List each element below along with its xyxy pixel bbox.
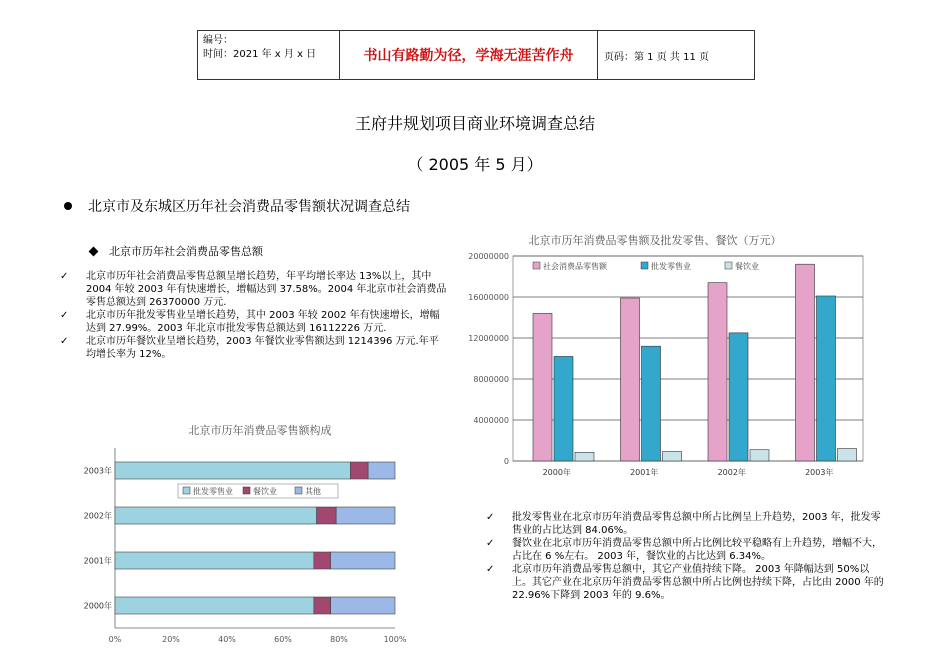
list-item xyxy=(60,335,448,361)
y-tick-label: 2000年 xyxy=(83,601,112,611)
bar-segment xyxy=(350,462,368,479)
x-tick-label: 2000年 xyxy=(542,468,571,477)
page-label: 页码：第 1 页 共 11 页 xyxy=(604,51,709,63)
right-point-1: 批发零售业在北京市历年消费品零售总额中所占比例呈上升趋势，2003 年，批发零售业的占比达到 84.06%。 xyxy=(512,512,881,536)
y-tick-label: 20000000 xyxy=(468,252,509,261)
check-icon: ✓ xyxy=(486,564,495,575)
bar xyxy=(663,451,682,461)
list-item xyxy=(486,511,884,537)
left-point-2: 北京市历年批发零售业呈增长趋势，其中 2003 年较 2002 年有快速增长，增幅达到 27.99%。2003 年北京市批发零售总额达到 16112226 万元. xyxy=(86,310,440,334)
x-tick-label: 2002年 xyxy=(717,468,746,477)
list-item xyxy=(60,270,448,309)
x-tick-label: 2003年 xyxy=(805,468,834,477)
left-point-1: 北京市历年社会消费品零售总额呈增长趋势，年平均增长率达 13%以上，其中 2004 年较 2003 年有快速增长，增幅达到 37.58%。2004 年北京市社会消费品零售总额达到 26370000 万元. xyxy=(86,271,447,308)
check-icon: ✓ xyxy=(60,336,69,347)
x-tick-label: 80% xyxy=(330,635,348,644)
list-item xyxy=(60,309,448,335)
bar xyxy=(796,264,815,461)
legend-swatch xyxy=(243,487,250,494)
legend-label: 批发零售业 xyxy=(193,487,233,496)
legend-label: 批发零售业 xyxy=(651,262,691,271)
bar xyxy=(817,296,836,461)
legend-label: 餐饮业 xyxy=(253,487,277,496)
time-label: 时间：2021 年 x 月 x 日 xyxy=(203,49,317,60)
legend-swatch xyxy=(725,262,732,269)
number-label: 编号： xyxy=(203,35,233,46)
bar-chart-title: 北京市历年消费品零售额及批发零售、餐饮（万元） xyxy=(528,234,782,247)
legend-swatch xyxy=(183,487,190,494)
header-box xyxy=(197,30,755,80)
check-icon: ✓ xyxy=(486,512,495,523)
legend-label: 社会消费品零售额 xyxy=(543,262,607,271)
left-point-3: 北京市历年餐饮业呈增长趋势，2003 年餐饮业零售额达到 1214396 万元.年平均增长率为 12%。 xyxy=(86,336,439,360)
bar-segment xyxy=(115,552,314,569)
subsection-heading xyxy=(90,243,263,259)
list-item xyxy=(486,563,884,602)
page-title: 王府井规划项目商业环境调查总结 xyxy=(354,114,595,133)
legend-swatch xyxy=(533,262,540,269)
x-tick-label: 0% xyxy=(108,635,122,644)
right-points-list xyxy=(486,511,884,602)
bar xyxy=(554,356,573,461)
bar-segment xyxy=(336,507,395,524)
retail-bar-chart xyxy=(455,228,875,486)
x-tick-label: 20% xyxy=(162,635,180,644)
check-icon: ✓ xyxy=(60,271,69,282)
bar-segment xyxy=(368,462,395,479)
legend-label: 餐饮业 xyxy=(735,262,759,271)
legend-label: 其他 xyxy=(305,487,321,496)
y-tick-label: 12000000 xyxy=(468,334,509,343)
bar xyxy=(838,449,857,461)
bar xyxy=(575,452,594,461)
motto: 书山有路勤为径，学海无涯苦作舟 xyxy=(340,31,598,79)
legend-swatch xyxy=(641,262,648,269)
subsection-heading-text: 北京市历年社会消费品零售总额 xyxy=(109,245,263,258)
y-tick-label: 2001年 xyxy=(83,556,112,566)
composition-bar-chart xyxy=(70,420,420,648)
list-item xyxy=(486,537,884,563)
check-icon: ✓ xyxy=(486,538,495,549)
bullet-dot-icon xyxy=(64,202,72,210)
bar-segment xyxy=(331,597,395,614)
bar-segment xyxy=(115,597,314,614)
left-points-list xyxy=(60,270,448,361)
y-tick-label: 2003年 xyxy=(83,466,112,476)
hbar-chart-title: 北京市历年消费品零售额构成 xyxy=(188,424,332,437)
bar-segment xyxy=(331,552,395,569)
y-tick-label: 0 xyxy=(503,457,509,466)
diamond-bullet-icon xyxy=(89,246,99,256)
section-heading-text: 北京市及东城区历年社会消费品零售额状况调查总结 xyxy=(88,199,410,215)
page-subtitle: （ 2005 年 5 月） xyxy=(407,155,543,174)
right-point-3: 北京市历年消费品零售总额中，其它产业值持续下降。 2003 年降幅达到 50%以上。其它产业在北京历年消费品零售总额中所占比例也持续下降，占比由 2000 年的 22.96%下降到 2003 年的 9.6%。 xyxy=(512,564,884,601)
bar xyxy=(621,298,640,461)
bar-segment xyxy=(314,552,331,569)
bar xyxy=(533,313,552,461)
bar-segment xyxy=(317,507,337,524)
y-tick-label: 4000000 xyxy=(473,416,509,425)
bar xyxy=(642,346,661,461)
header-meta xyxy=(198,31,340,79)
section-heading xyxy=(64,196,410,216)
bar xyxy=(729,333,748,461)
x-tick-label: 60% xyxy=(274,635,292,644)
x-tick-label: 40% xyxy=(218,635,236,644)
check-icon: ✓ xyxy=(60,310,69,321)
right-point-2: 餐饮业在北京市历年消费品零售总额中所占比例比较平稳略有上升趋势，增幅不大，占比在 6 %左右。 2003 年，餐饮业的占比达到 6.34%。 xyxy=(512,538,882,562)
legend-swatch xyxy=(295,487,302,494)
bar-segment xyxy=(115,507,317,524)
bar-segment xyxy=(115,462,350,479)
x-tick-label: 100% xyxy=(383,635,407,644)
y-tick-label: 2002年 xyxy=(83,511,112,521)
x-tick-label: 2001年 xyxy=(630,468,659,477)
bar-segment xyxy=(314,597,331,614)
bar xyxy=(750,450,769,461)
bar xyxy=(708,283,727,461)
y-tick-label: 16000000 xyxy=(468,293,509,302)
y-tick-label: 8000000 xyxy=(473,375,509,384)
